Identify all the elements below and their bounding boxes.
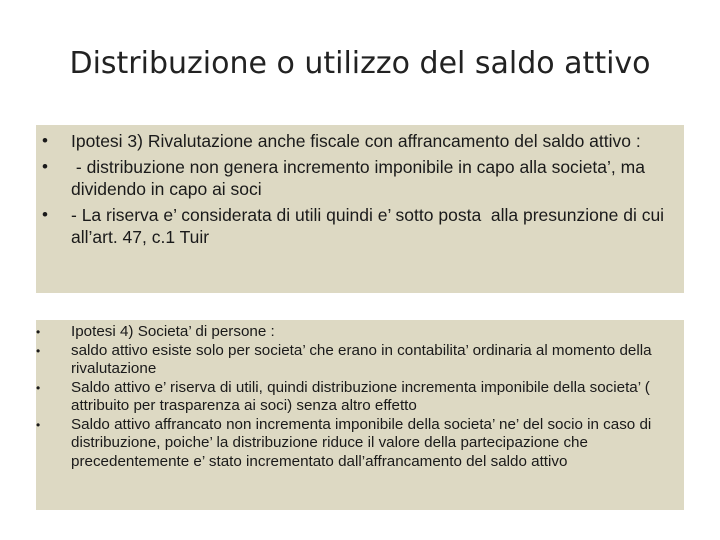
bullet-icon: • xyxy=(36,417,41,432)
list-item-text: Ipotesi 3) Rivalutazione anche fiscale con affrancamento del saldo attivo : xyxy=(71,131,641,151)
bullet-icon: • xyxy=(42,131,48,150)
bullet-list xyxy=(36,130,676,248)
bullet-list xyxy=(36,323,680,471)
bullet-icon: • xyxy=(36,343,41,358)
list-item-text: Ipotesi 4) Societa’ di persone : xyxy=(71,323,275,340)
list-item xyxy=(36,156,676,200)
list-item xyxy=(36,416,680,472)
list-item-text: Saldo attivo affrancato non incrementa imponibile della societa’ ne’ del socio in caso di distribuzione, poiche’ la distribuzione riduce il valore della partecipazione che precedentemente e’ stato incrementato dall’affrancamento del saldo attivo xyxy=(71,415,652,470)
list-item-text: - distribuzione non genera incremento imponibile in capo alla societa’, ma dividendo in capo ai soci xyxy=(71,157,650,199)
bullet-icon: • xyxy=(42,157,48,176)
list-item xyxy=(36,323,680,342)
bullet-icon: • xyxy=(36,325,41,339)
list-item xyxy=(36,342,680,379)
list-item-text: - La riserva e’ considerata di utili quindi e’ sotto posta alla presunzione di cui all’art. 47, c.1 Tuir xyxy=(71,205,669,247)
bullet-icon: • xyxy=(36,380,41,395)
list-item-text: Saldo attivo e’ riserva di utili, quindi distribuzione incrementa imponibile della societa’ ( attribuito per trasparenza ai soci) senza altro effetto xyxy=(71,378,650,414)
slide-title: Distribuzione o utilizzo del saldo attivo xyxy=(69,46,651,81)
bullet-icon: • xyxy=(42,205,48,224)
text-box-ipotesi-4 xyxy=(36,320,684,510)
list-item xyxy=(36,379,680,416)
text-box-ipotesi-3 xyxy=(36,125,684,293)
list-item xyxy=(36,130,676,152)
list-item-text: saldo attivo esiste solo per societa’ che erano in contabilita’ ordinaria al momento della rivalutazione xyxy=(71,341,652,377)
list-item xyxy=(36,204,676,248)
